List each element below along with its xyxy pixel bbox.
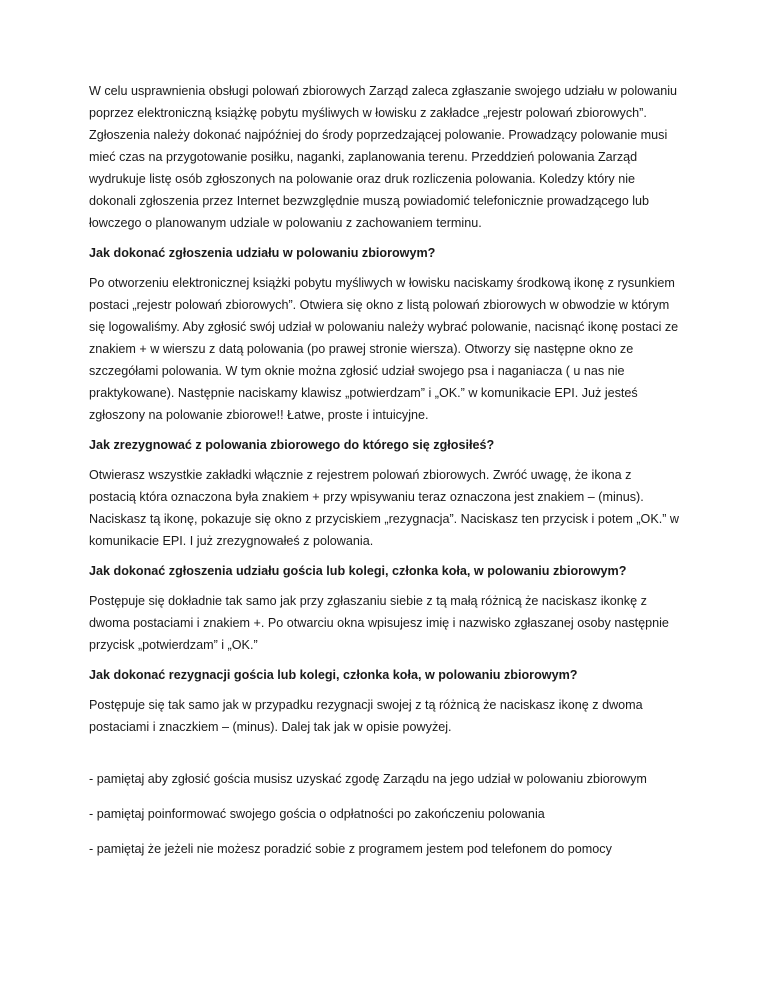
intro-paragraph: W celu usprawnienia obsługi polowań zbiorowych Zarząd zaleca zgłaszanie swojego udziału w polowaniu poprzez elektroniczną książkę pobytu myśliwych w łowisku z zakładce „rejestr polowań zbiorowych”. Zgłoszenia należy dokonać najpóźniej do środy poprzedzającej polowanie. Prowadzący polowanie musi mieć czas na przygotowanie posiłku, naganki, zaplanowania terenu. Przeddzień polowania Zarząd wydrukuje listę osób zgłoszonych na polowanie oraz druk rozliczenia polowania. Koledzy który nie dokonali zgłoszenia przez Internet bezwzględnie muszą powiadomić telefonicznie prowadzącego lub łowczego o planowanym udziale w polowaniu z zachowaniem terminu. — [89, 84, 678, 230]
section-heading-guest-resign: Jak dokonać rezygnacji gościa lub kolegi, członka koła, w polowaniu zbiorowym? — [89, 668, 578, 682]
section-body-guest-resign: Postępuje się tak samo jak w przypadku rezygnacji swojej z tą różnicą że naciskasz ikonę z dwoma postaciami i znaczkiem – (minus). Dalej tak jak w opisie powyżej. — [89, 698, 643, 734]
section-body-guest-signup: Postępuje się dokładnie tak samo jak przy zgłaszaniu siebie z tą małą różnicą że naciskasz ikonkę z dwoma postaciami i znakiem +. Po otwarciu okna wpisujesz imię i nazwisko zgłaszanej osoby następnie przycisk „potwierdzam” i „OK.” — [89, 594, 669, 652]
section-heading-resign: Jak zrezygnować z polowania zbiorowego do którego się zgłosiłeś? — [89, 438, 495, 452]
note-item: - pamiętaj aby zgłosić gościa musisz uzyskać zgodę Zarządu na jego udział w polowaniu zbiorowym — [89, 772, 647, 786]
section-body-signup: Po otworzeniu elektronicznej książki pobytu myśliwych w łowisku naciskamy środkową ikonę z rysunkiem postaci „rejestr polowań zbiorowych”. Otwiera się okno z listą polowań zbiorowych w obwodzie w którym się logowaliśmy. Aby zgłosić swój udział w polowaniu należy wybrać polowanie, nacisnąć ikonę postaci ze znakiem + w wierszu z datą polowania (po prawej stronie wiersza). Otworzy się następne okno ze szczegółami polowania. W tym oknie można zgłosić udział swojego psa i naganiacza ( u nas nie praktykowane). Następnie naciskamy klawisz „potwierdzam” i „OK.” w komunikacie EPI. Już jesteś zgłoszony na polowanie zbiorowe!! Łatwe, proste i intuicyjne. — [89, 276, 679, 422]
blank-line — [89, 746, 679, 768]
section-heading-guest-signup: Jak dokonać zgłoszenia udziału gościa lub kolegi, członka koła, w polowaniu zbiorowym? — [89, 564, 627, 578]
note-item: - pamiętaj że jeżeli nie możesz poradzić sobie z programem jestem pod telefonem do pomocy — [89, 842, 612, 856]
section-body-resign: Otwierasz wszystkie zakładki włącznie z rejestrem polowań zbiorowych. Zwróć uwagę, że ikona z postacią która oznaczona była znakiem + przy wpisywaniu teraz oznaczona jest znakiem – (minus). Naciskasz tą ikonę, pokazuje się okno z przyciskiem „rezygnacja”. Naciskasz ten przycisk i potem „OK.” w komunikacie EPI. I już zrezygnowałeś z polowania. — [89, 468, 680, 548]
document-page — [89, 80, 679, 873]
section-heading-signup: Jak dokonać zgłoszenia udziału w polowaniu zbiorowym? — [89, 246, 436, 260]
note-item: - pamiętaj poinformować swojego gościa o odpłatności po zakończeniu polowania — [89, 807, 545, 821]
